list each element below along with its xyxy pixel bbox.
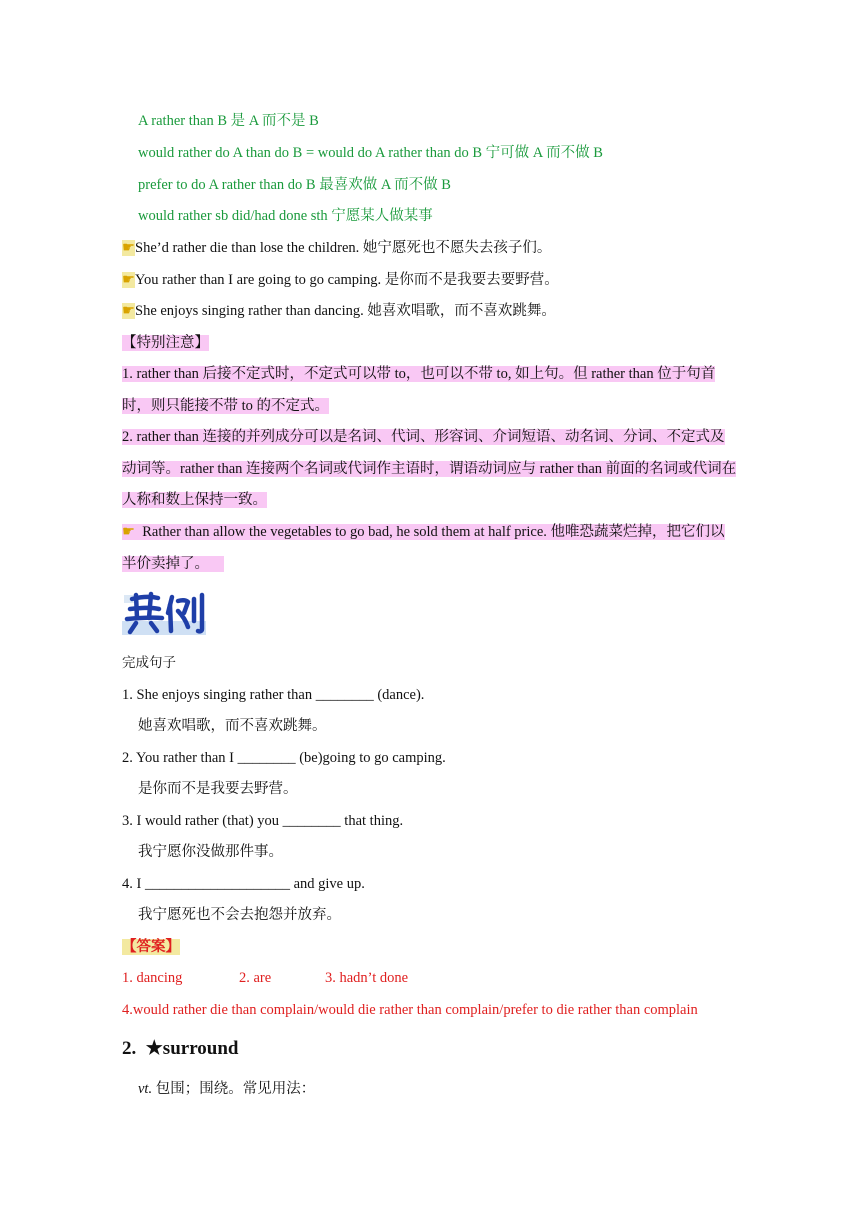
- answer-blank[interactable]: ________: [315, 687, 374, 703]
- special-note-title: 【特别注意】: [122, 335, 209, 351]
- exercise-item-1-translation: 她喜欢唱歌，而不喜欢跳舞。: [138, 718, 327, 734]
- answer-1: 1. dancing: [122, 970, 183, 986]
- exercise-item-3: 3. I would rather (that) you ________ that thing.: [122, 813, 404, 829]
- section-heading: [122, 1036, 238, 1062]
- example-text: She’d rather die than lose the children. 她宁愿死也不愿失去孩子们。: [135, 240, 552, 256]
- special-note-paragraph-1: 1. rather than 后接不定式时，不定式可以带 to，也可以不带 to, 如上句。但 rather than 位于句首时，则只能接不带 to 的不定式。: [122, 366, 716, 414]
- example-1: [122, 238, 551, 258]
- exercise-item-2: 2. You rather than I ________ (be)going to go camping.: [122, 750, 446, 766]
- star-icon: ★: [145, 1038, 163, 1059]
- exercise-title: 完成句子: [122, 655, 176, 671]
- exercise-item-4: 4. I ____________________ and give up.: [122, 876, 365, 892]
- answer-blank[interactable]: ____________________: [144, 876, 290, 892]
- note-line-3: prefer to do A rather than do B 最喜欢做 A 而不做 B: [138, 177, 451, 193]
- example-logo: [122, 591, 206, 635]
- answer-4: 4.would rather die than complain/would die rather than complain/prefer to die rather than complain: [122, 1002, 698, 1018]
- section-number: 2.: [122, 1038, 137, 1059]
- answer-2: 2. are: [239, 970, 272, 986]
- example-2: [122, 270, 559, 290]
- definition: [138, 1079, 315, 1099]
- pointing-hand-icon: ☛: [122, 524, 135, 540]
- exercise-item-2-translation: 是你而不是我要去野营。: [138, 781, 298, 797]
- answer-blank[interactable]: ________: [237, 750, 296, 766]
- section-word: surround: [162, 1038, 239, 1059]
- pointing-hand-icon: ☛: [122, 240, 135, 256]
- answer-blank[interactable]: ________: [282, 813, 341, 829]
- definition-text: 包围；围绕。常见用法：: [152, 1081, 316, 1097]
- exercise-item-1: 1. She enjoys singing rather than ________ (dance).: [122, 687, 425, 703]
- part-of-speech: vt.: [138, 1081, 153, 1097]
- note-line-1: A rather than B 是 A 而不是 B: [138, 113, 319, 129]
- pointing-hand-icon: ☛: [122, 303, 135, 319]
- example-text: You rather than I are going to go camping. 是你而不是我要去要野营。: [135, 272, 559, 288]
- answer-3: 3. hadn’t done: [325, 970, 409, 986]
- note-line-2: would rather do A than do B = would do A rather than do B 宁可做 A 而不做 B: [138, 145, 603, 161]
- pointing-hand-icon: ☛: [122, 272, 135, 288]
- special-note-paragraph-2: 2. rather than 连接的并列成分可以是名词、代词、形容词、介词短语、动名词、分词、不定式及动词等。rather than 连接两个名词或代词作主语时，谓语动词应与 rather than 前面的名词或代词在人称和数上保持一致。: [122, 429, 737, 508]
- note-line-4: would rather sb did/had done sth 宁愿某人做某事: [138, 208, 433, 224]
- exercise-item-3-translation: 我宁愿你没做那件事。: [138, 844, 283, 860]
- exercise-item-4-translation: 我宁愿死也不会去抱怨并放弃。: [138, 907, 341, 923]
- example-3: [122, 301, 556, 321]
- answers-row-1: [122, 968, 408, 988]
- example-text: She enjoys singing rather than dancing. 她喜欢唱歌，而不喜欢跳舞。: [135, 303, 556, 319]
- special-note-example: ☛ Rather than allow the vegetables to go bad, he sold them at half price. 他唯恐蔬菜烂掉，把它们以半价卖掉了。: [122, 524, 725, 572]
- answer-title: 【答案】: [122, 939, 180, 955]
